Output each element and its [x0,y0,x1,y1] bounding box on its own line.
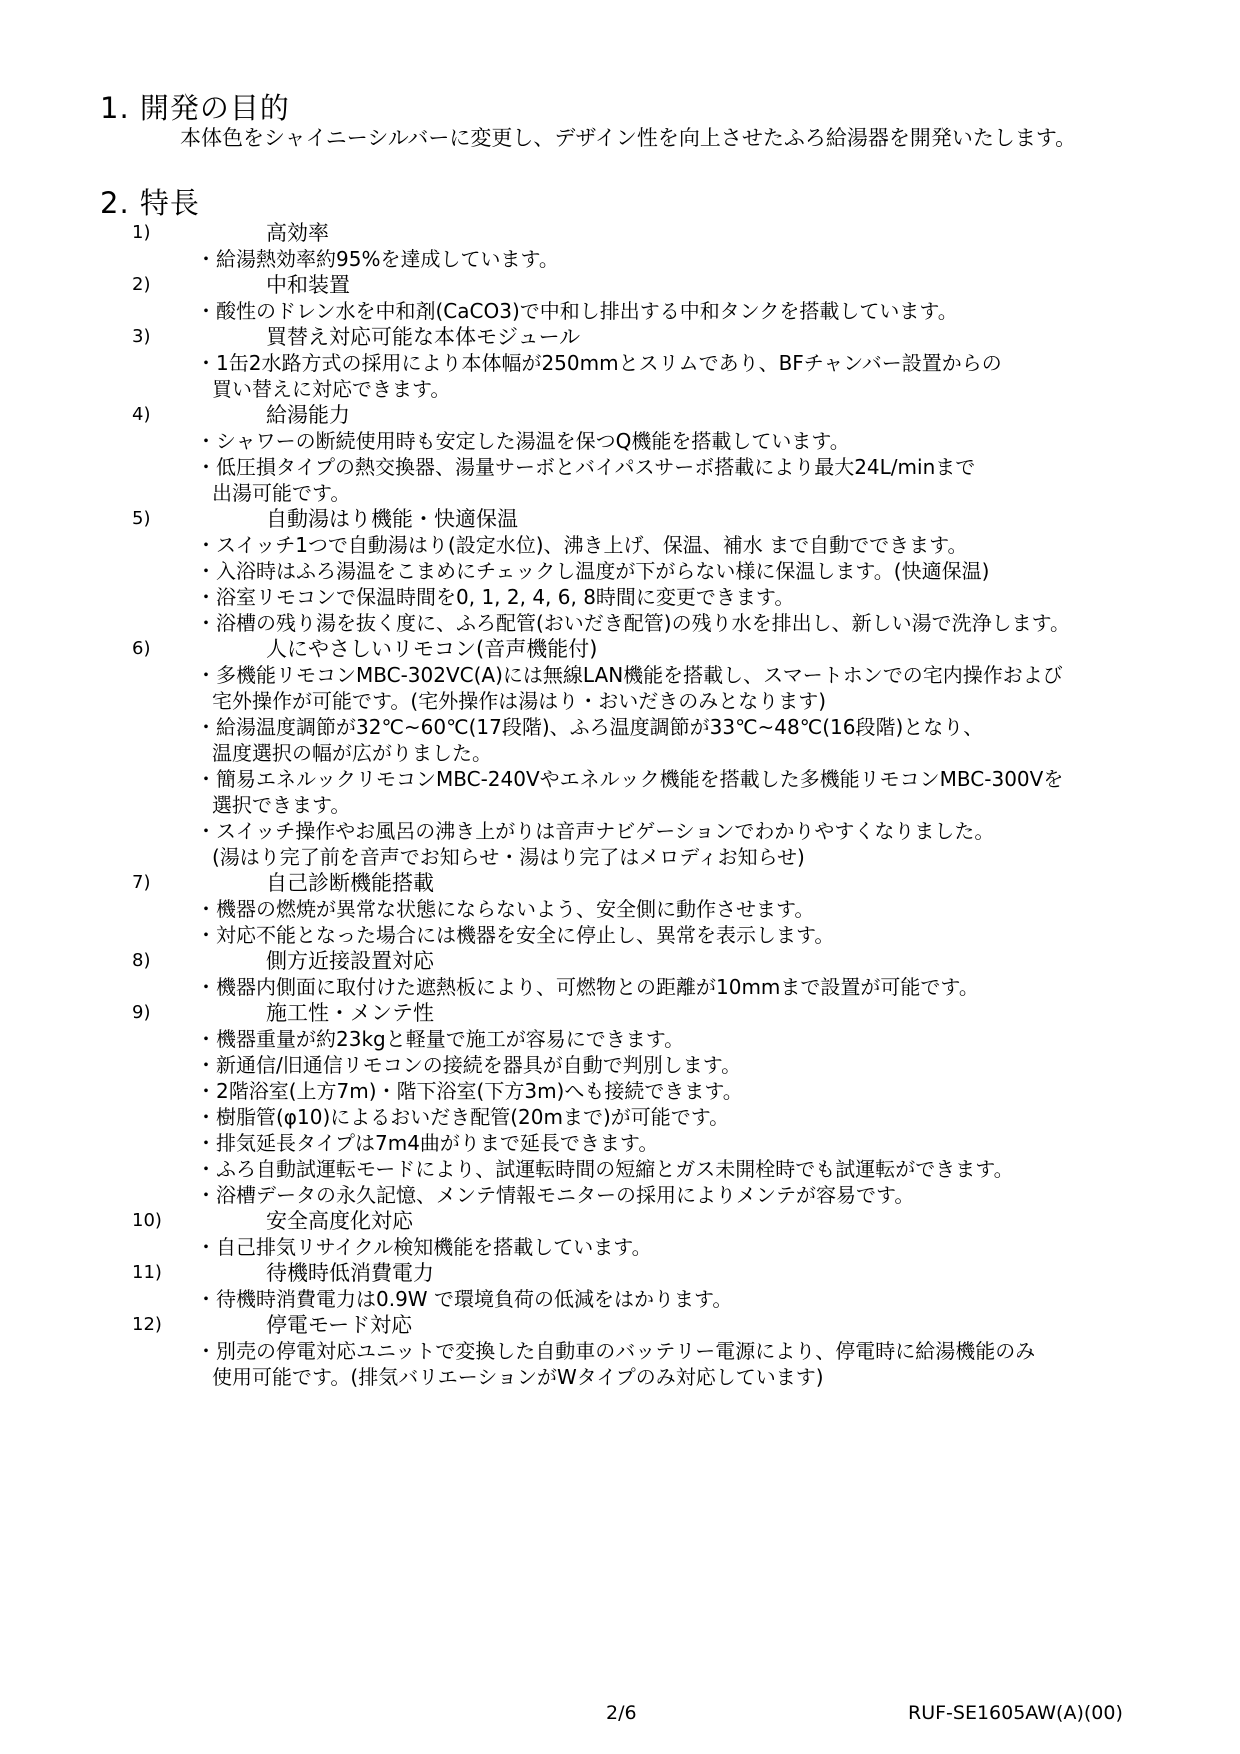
model-number: RUF-SE1605AW(A)(00) [908,1702,1123,1724]
feature-item [0,1208,1240,1260]
feature-heading [0,1260,1240,1286]
feature-bullet: ・シャワーの断続使用時も安定した湯温を保つQ機能を搭載しています。 [196,429,850,453]
feature-line-continued: 使用可能です。(排気バリエーションがWタイプのみ対応しています) [212,1365,824,1389]
feature-bullet: ・機器の燃焼が異常な状態にならないよう、安全側に動作させます。 [196,897,815,921]
feature-title: 待機時低消費電力 [266,1261,434,1285]
feature-bullet: ・機器重量が約23kgと軽量で施工が容易にできます。 [196,1027,685,1051]
feature-bullet: ・ふろ自動試運転モードにより、試運転時間の短縮とガス未開栓時でも試運転ができます。 [196,1157,1014,1181]
feature-title: 買替え対応可能な本体モジュール [266,325,581,349]
feature-bullet: ・新通信/旧通信リモコンの接続を器具が自動で判別します。 [196,1053,742,1077]
feature-number: 10) [132,1210,162,1231]
feature-line-continued: 選択できます。 [212,793,351,817]
feature-heading [0,220,1240,246]
feature-number: 3) [132,326,151,347]
feature-bullet: ・待機時消費電力は0.9W で環境負荷の低減をはかります。 [196,1287,733,1311]
feature-title: 中和装置 [266,273,350,297]
feature-item [0,506,1240,636]
feature-heading [0,870,1240,896]
feature-bullet: ・別売の停電対応ユニットで変換した自動車のバッテリー電源により、停電時に給湯機能のみ [196,1339,1036,1363]
section-1-text: 本体色をシャイニーシルバーに変更し、デザイン性を向上させたふろ給湯器を開発いたします。 [180,126,1077,150]
feature-title: 給湯能力 [266,403,350,427]
feature-heading [0,1208,1240,1234]
feature-title: 施工性・メンテ性 [266,1001,434,1025]
feature-bullet: ・浴槽の残り湯を抜く度に、ふろ配管(おいだき配管)の残り水を排出し、新しい湯で洗浄します。 [196,611,1071,635]
section-2-heading: 2. 特長 [100,186,200,220]
feature-number: 8) [132,950,151,971]
feature-item [0,1000,1240,1208]
feature-item [0,1260,1240,1312]
feature-item [0,870,1240,948]
feature-title: 安全高度化対応 [266,1209,413,1233]
feature-title: 自己診断機能搭載 [266,871,434,895]
feature-item [0,402,1240,506]
features-list [0,220,1240,1390]
feature-heading [0,324,1240,350]
feature-heading [0,636,1240,662]
feature-item [0,636,1240,870]
feature-bullet: ・1缶2水路方式の採用により本体幅が250mmとスリムであり、BFチャンバー設置からの [196,351,1002,375]
feature-line-continued: 宅外操作が可能です。(宅外操作は湯はり・おいだきのみとなります) [212,689,827,713]
feature-bullet: ・酸性のドレン水を中和剤(CaCO3)で中和し排出する中和タンクを搭載しています。 [196,299,958,323]
feature-bullet: ・入浴時はふろ湯温をこまめにチェックし温度が下がらない様に保温します。(快適保温) [196,559,990,583]
feature-bullet: ・浴室リモコンで保温時間を0, 1, 2, 4, 6, 8時間に変更できます。 [196,585,795,609]
feature-bullet: ・簡易エネルックリモコンMBC-240Vやエネルック機能を搭載した多機能リモコンMBC-300Vを [196,767,1064,791]
feature-heading [0,1000,1240,1026]
feature-line-continued: 温度選択の幅が広がりました。 [212,741,492,765]
feature-bullet: ・低圧損タイプの熱交換器、湯量サーボとバイパスサーボ搭載により最大24L/minまで [196,455,976,479]
feature-bullet: ・スイッチ1つで自動湯はり(設定水位)、沸き上げ、保温、補水 まで自動でできます。 [196,533,968,557]
feature-item [0,272,1240,324]
page-number: 2/6 [606,1702,637,1724]
feature-item [0,324,1240,402]
feature-heading [0,272,1240,298]
feature-bullet: ・対応不能となった場合には機器を安全に停止し、異常を表示します。 [196,923,835,947]
feature-title: 停電モード対応 [266,1313,413,1337]
feature-item [0,220,1240,272]
feature-title: 側方近接設置対応 [266,949,434,973]
feature-bullet: ・スイッチ操作やお風呂の沸き上がりは音声ナビゲーションでわかりやすくなりました。 [196,819,995,843]
feature-heading [0,506,1240,532]
feature-bullet: ・浴槽データの永久記憶、メンテ情報モニターの採用によりメンテが容易です。 [196,1183,915,1207]
feature-bullet: ・機器内側面に取付けた遮熱板により、可燃物との距離が10mmまで設置が可能です。 [196,975,979,999]
feature-title: 高効率 [266,221,329,245]
feature-item [0,948,1240,1000]
feature-number: 4) [132,404,151,425]
feature-bullet: ・2階浴室(上方7m)・階下浴室(下方3m)へも接続できます。 [196,1079,743,1103]
feature-line-continued: 出湯可能です。 [212,481,351,505]
feature-title: 自動湯はり機能・快適保温 [266,507,518,531]
feature-heading [0,1312,1240,1338]
feature-number: 11) [132,1262,162,1283]
feature-bullet: ・多機能リモコンMBC-302VC(A)には無線LAN機能を搭載し、スマートホンでの宅内操作および [196,663,1063,687]
feature-bullet: ・排気延長タイプは7m4曲がりまで延長できます。 [196,1131,659,1155]
feature-line-continued: (湯はり完了前を音声でお知らせ・湯はり完了はメロディお知らせ) [212,845,805,869]
feature-heading [0,948,1240,974]
feature-bullet: ・給湯熱効率約95%を達成しています。 [196,247,559,271]
feature-number: 12) [132,1314,162,1335]
feature-number: 2) [132,274,151,295]
feature-heading [0,402,1240,428]
feature-number: 5) [132,508,151,529]
feature-line-continued: 買い替えに対応できます。 [212,377,451,401]
feature-number: 6) [132,638,151,659]
feature-number: 1) [132,222,151,243]
feature-title: 人にやさしいリモコン(音声機能付) [266,637,598,661]
feature-bullet: ・自己排気リサイクル検知機能を搭載しています。 [196,1235,652,1259]
feature-item [0,1312,1240,1390]
feature-number: 9) [132,1002,151,1023]
feature-bullet: ・樹脂管(φ10)によるおいだき配管(20mまで)が可能です。 [196,1105,730,1129]
section-1-heading: 1. 開発の目的 [100,91,290,125]
feature-bullet: ・給湯温度調節が32℃~60℃(17段階)、ふろ温度調節が33℃~48℃(16段階)となり、 [196,715,984,739]
feature-number: 7) [132,872,151,893]
